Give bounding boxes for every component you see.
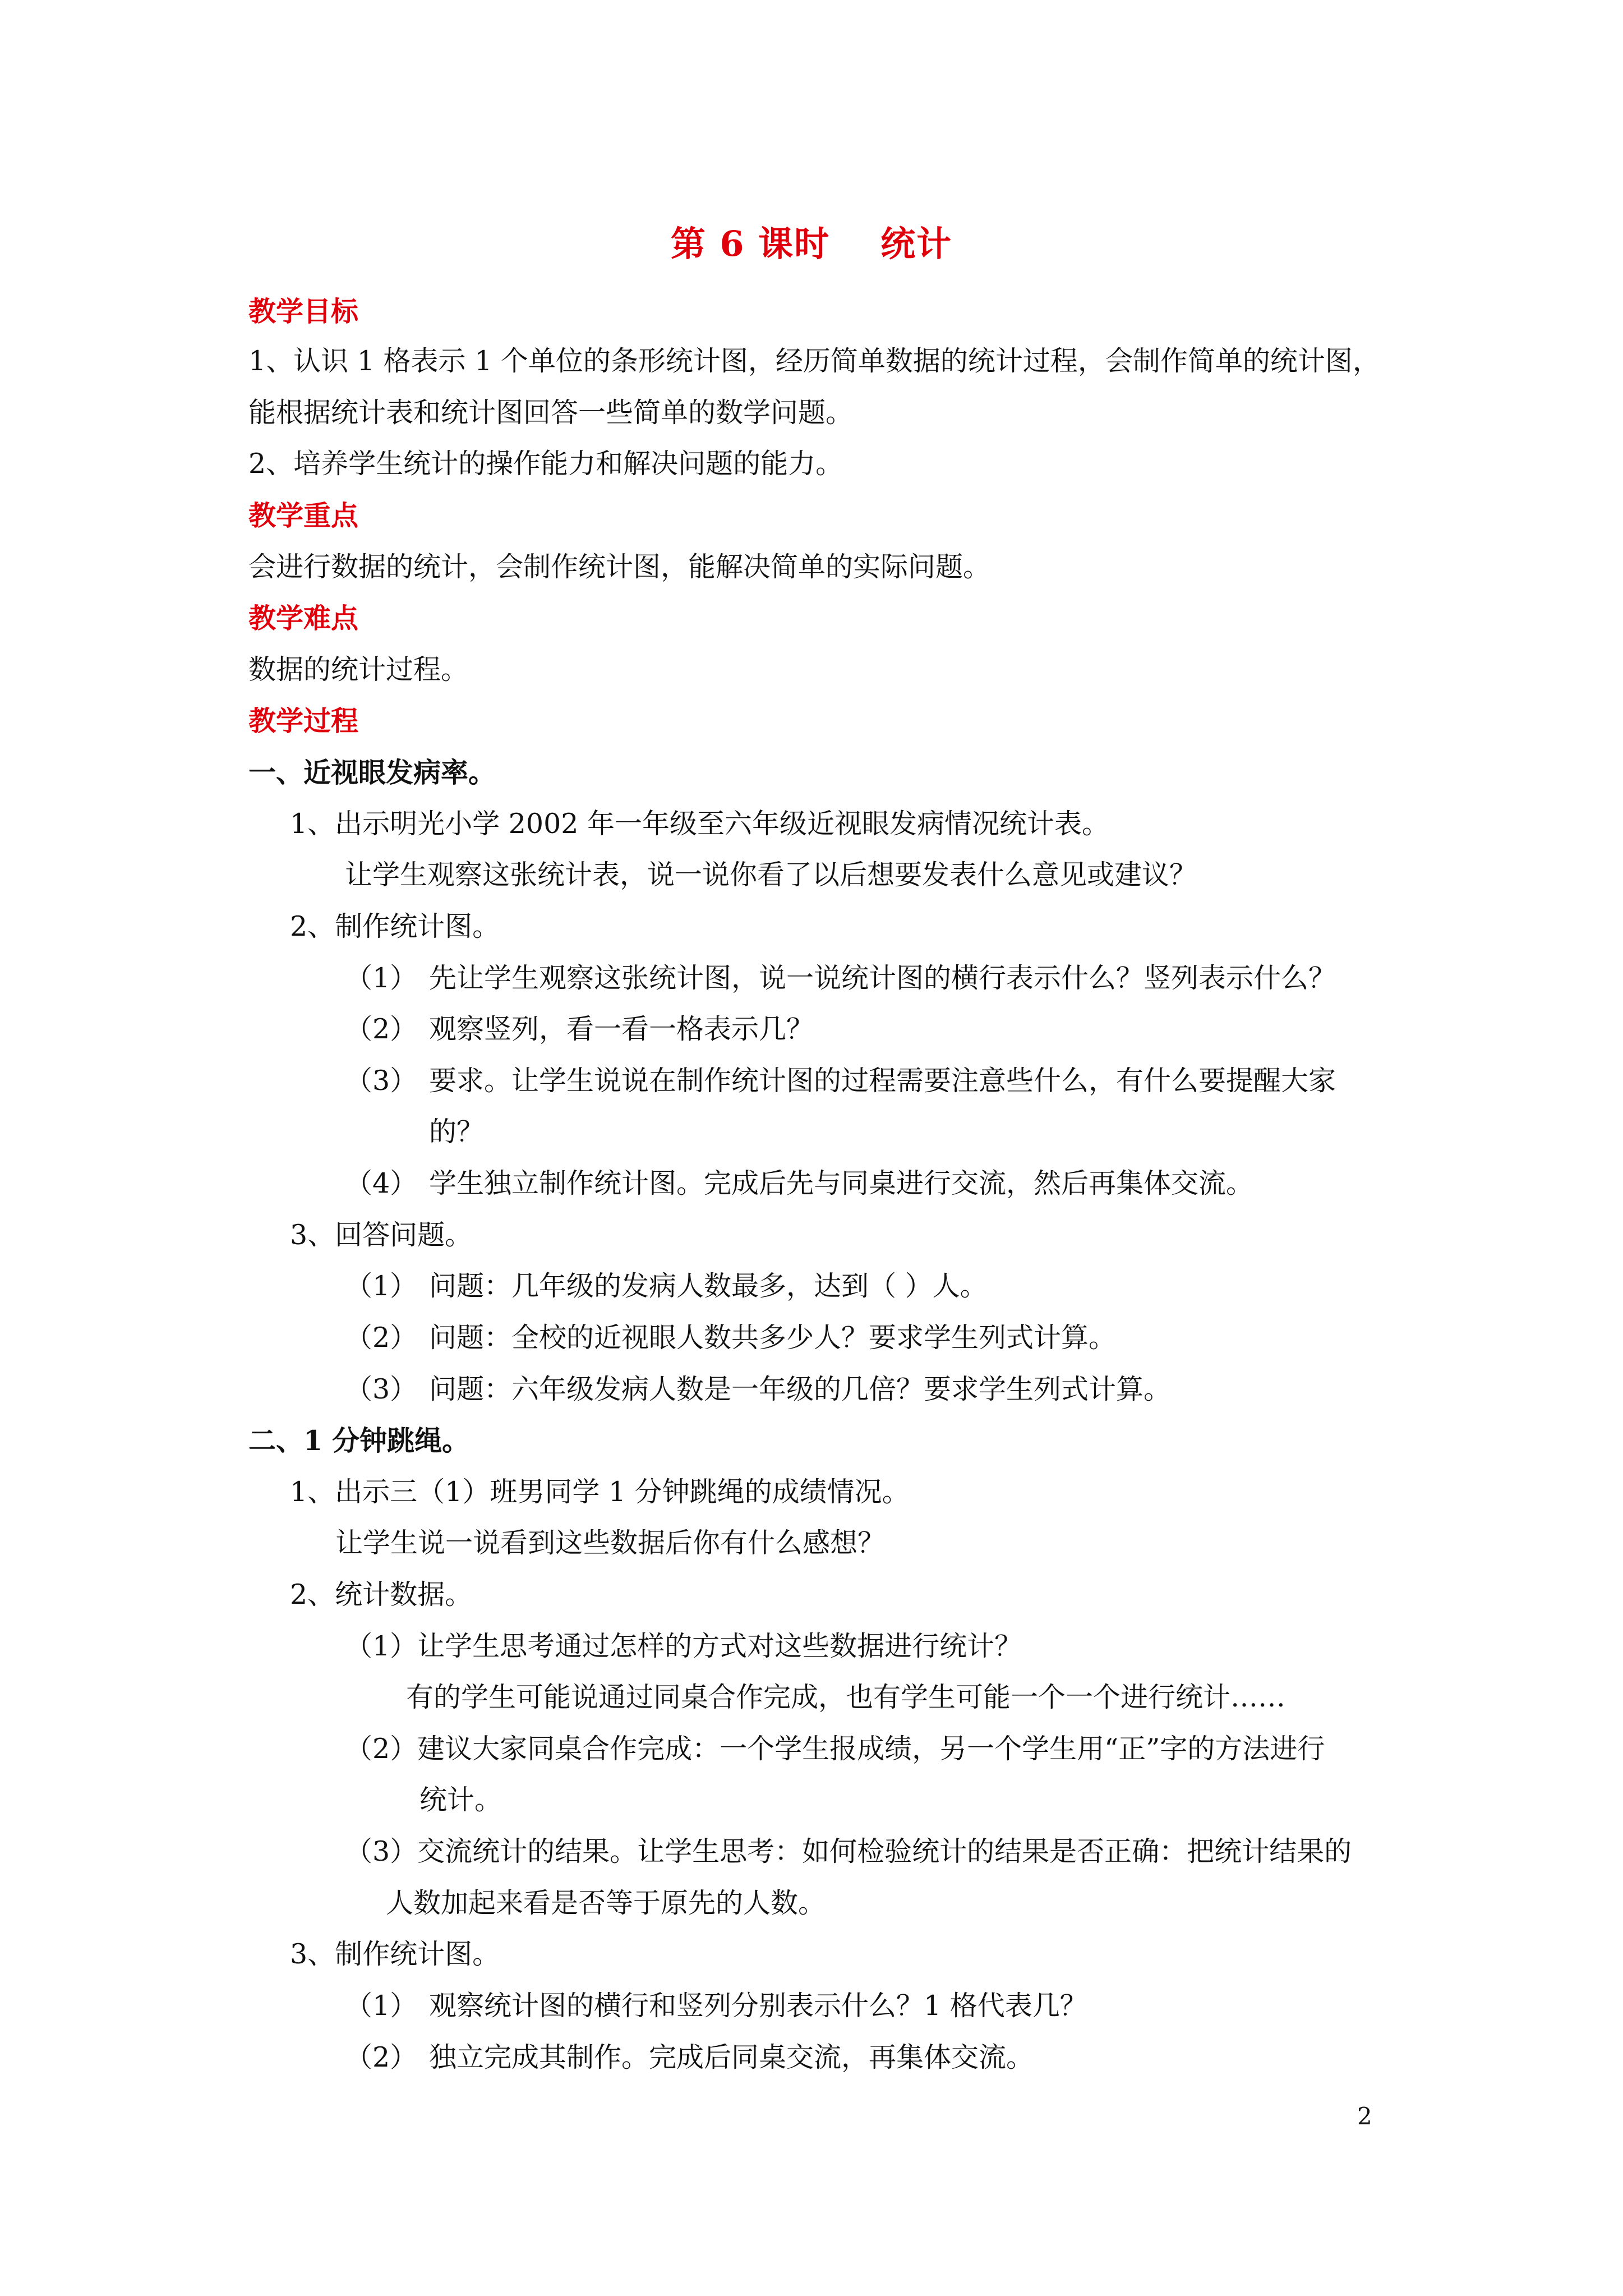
page-title bbox=[0, 216, 1623, 266]
s1-item-1-detail: 让学生观察这张统计表，说一说你看了以后想要发表什么意见或建议？ bbox=[345, 859, 1197, 891]
s1-3-sub-2: （2） 问题：全校的近视眼人数共多少人？要求学生列式计算。 bbox=[345, 1322, 1117, 1354]
s1-item-3: 3、回答问题。 bbox=[290, 1219, 473, 1251]
s2-2-sub-2-cont: 统计。 bbox=[419, 1784, 502, 1816]
s2-2-sub-3-cont: 人数加起来看是否等于原先的人数。 bbox=[386, 1887, 826, 1919]
s1-2-sub-2: （2） 观察竖列，看一看一格表示几？ bbox=[345, 1013, 814, 1045]
s2-2-sub-1-detail: 有的学生可能说通过同桌合作完成，也有学生可能一个一个进行统计…… bbox=[406, 1681, 1286, 1713]
heading-difficulties: 教学难点 bbox=[248, 602, 359, 634]
s1-item-1: 1、出示明光小学 2002 年一年级至六年级近视眼发病情况统计表。 bbox=[290, 808, 1110, 840]
heading-teaching-process: 教学过程 bbox=[248, 705, 359, 737]
heading-key-points: 教学重点 bbox=[248, 499, 359, 532]
s1-2-sub-3: （3） 要求。让学生说说在制作统计图的过程需要注意些什么，有什么要提醒大家 bbox=[345, 1065, 1336, 1097]
section-1-title: 一、近视眼发病率。 bbox=[248, 756, 496, 789]
s1-item-2: 2、制作统计图。 bbox=[290, 910, 500, 942]
s1-3-sub-3: （3） 问题：六年级发病人数是一年级的几倍？要求学生列式计算。 bbox=[345, 1373, 1172, 1405]
goal-2: 2、培养学生统计的操作能力和解决问题的能力。 bbox=[248, 448, 843, 480]
s2-2-sub-2: （2）建议大家同桌合作完成：一个学生报成绩，另一个学生用“正”字的方法进行 bbox=[345, 1733, 1325, 1765]
s1-3-sub-1: （1） 问题：几年级的发病人数最多，达到（ ）人。 bbox=[345, 1270, 988, 1302]
difficulties-text: 数据的统计过程。 bbox=[248, 654, 469, 685]
s2-2-sub-1: （1）让学生思考通过怎样的方式对这些数据进行统计？ bbox=[345, 1630, 1022, 1662]
s2-2-sub-3: （3）交流统计的结果。让学生思考：如何检验统计的结果是否正确：把统计结果的 bbox=[345, 1835, 1352, 1867]
s1-2-sub-1: （1） 先让学生观察这张统计图，说一说统计图的横行表示什么？竖列表示什么？ bbox=[345, 962, 1336, 994]
title-topic: 统计 bbox=[880, 223, 953, 264]
page-number: 2 bbox=[1357, 2102, 1372, 2130]
s1-2-sub-4: （4） 学生独立制作统计图。完成后先与同桌进行交流，然后再集体交流。 bbox=[345, 1167, 1254, 1199]
key-points-text: 会进行数据的统计，会制作统计图，能解决简单的实际问题。 bbox=[248, 551, 991, 583]
s2-item-1-detail: 让学生说一说看到这些数据后你有什么感想？ bbox=[335, 1527, 886, 1559]
s2-item-2: 2、统计数据。 bbox=[290, 1579, 473, 1611]
heading-teaching-goals: 教学目标 bbox=[248, 295, 359, 328]
s1-2-sub-3-cont: 的？ bbox=[429, 1116, 485, 1148]
goal-1-line-2: 能根据统计表和统计图回答一些简单的数学问题。 bbox=[248, 397, 854, 429]
goal-1-line-1: 1、认识 1 格表示 1 个单位的条形统计图，经历简单数据的统计过程，会制作简单的统计图， bbox=[248, 345, 1380, 377]
s2-3-sub-1: （1） 观察统计图的横行和竖列分别表示什么？1 格代表几？ bbox=[345, 1990, 1087, 2022]
title-lesson: 第 6 课时 bbox=[670, 223, 831, 264]
s2-3-sub-2: （2） 独立完成其制作。完成后同桌交流，再集体交流。 bbox=[345, 2041, 1034, 2073]
s2-item-3: 3、制作统计图。 bbox=[290, 1938, 500, 1970]
s2-item-1: 1、出示三（1）班男同学 1 分钟跳绳的成绩情况。 bbox=[290, 1476, 910, 1508]
section-2-title: 二、1 分钟跳绳。 bbox=[248, 1424, 470, 1457]
